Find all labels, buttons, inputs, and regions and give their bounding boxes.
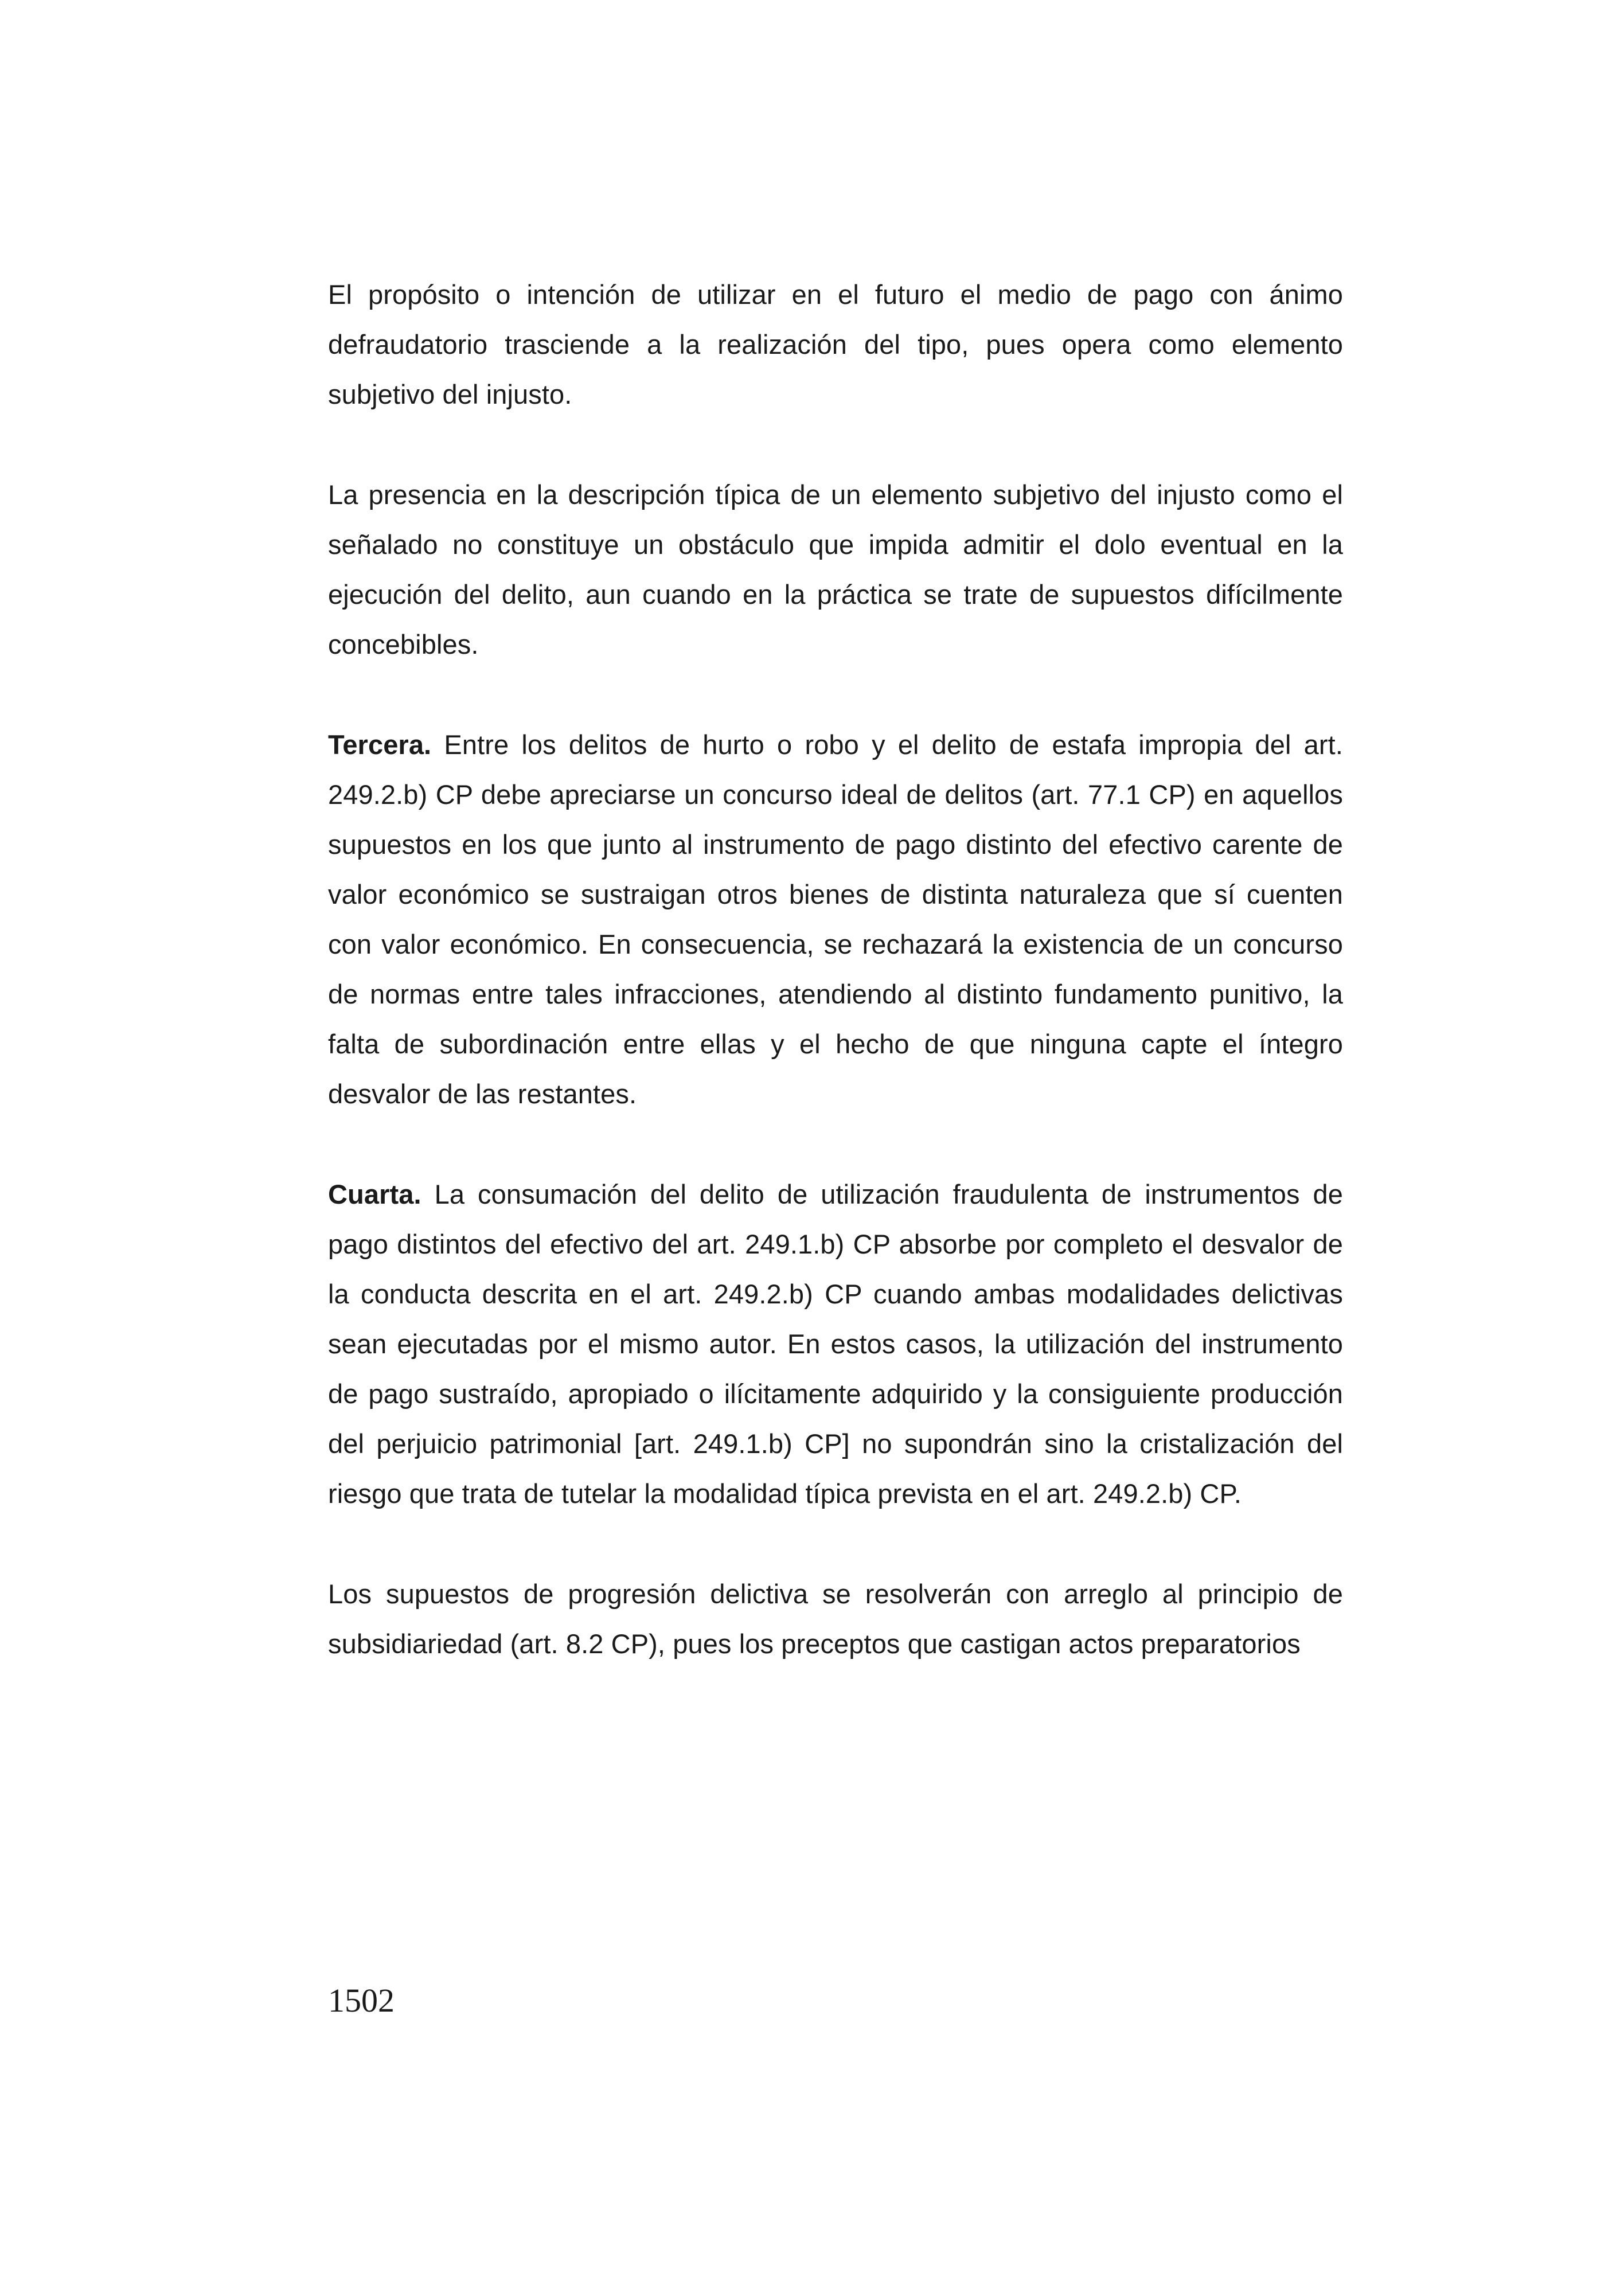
tercera-text: Entre los delitos de hurto o robo y el delito de estafa impropia del art. 249.2.b) CP debe apreciarse un concurso ideal de delitos (art. 77.1 CP) en aquellos supuestos en los que junto al instrumento de pago distinto del efectivo carente de valor económico se sustraigan otros bienes de distinta naturaleza que sí cuenten con valor económico. En consecuencia, se rechazará la existencia de un concurso de normas entre tales infracciones, atendiendo al distinto fundamento punitivo, la falta de subordinación entre ellas y el hecho de que ninguna capte el íntegro desvalor de las restantes. (328, 729, 1343, 1109)
tercera-heading: Tercera. (328, 729, 432, 760)
cuarta-heading: Cuarta. (328, 1179, 421, 1209)
paragraph-1 (328, 270, 1343, 419)
page-number: 1502 (328, 1982, 395, 2019)
body-text (328, 270, 1343, 1716)
paragraph-2-text: La presencia en la descripción típica de un elemento subjetivo del injusto como el señalado no constituye un obstáculo que impida admitir el dolo eventual en la ejecución del delito, aun cuando en la práctica se trate de supuestos difícilmente concebibles. (328, 479, 1343, 659)
paragraph-tercera (328, 720, 1343, 1119)
paragraph-5-text: Los supuestos de progresión delictiva se resolverán con arreglo al principio de subsidiariedad (art. 8.2 CP), pues los preceptos que castigan actos preparatorios (328, 1579, 1343, 1659)
cuarta-text: La consumación del delito de utilización fraudulenta de instrumentos de pago distintos del efectivo del art. 249.1.b) CP absorbe por completo el desvalor de la conducta descrita en el art. 249.2.b) CP cuando ambas modalidades delictivas sean ejecutadas por el mismo autor. En estos casos, la utilización del instrumento de pago sustraído, apropiado o ilícitamente adquirido y la consiguiente producción del perjuicio patrimonial [art. 249.1.b) CP] no supondrán sino la cristalización del riesgo que trata de tutelar la modalidad típica prevista en el art. 249.2.b) CP. (328, 1179, 1343, 1509)
paragraph-2 (328, 470, 1343, 669)
paragraph-5 (328, 1569, 1343, 1669)
paragraph-1-text: El propósito o intención de utilizar en el futuro el medio de pago con ánimo defraudatorio trasciende a la realización del tipo, pues opera como elemento subjetivo del injusto. (328, 279, 1343, 409)
paragraph-cuarta (328, 1169, 1343, 1518)
